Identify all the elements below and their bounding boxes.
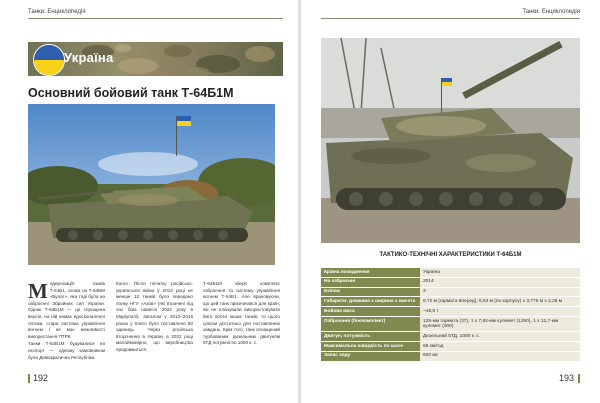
article-column-1	[28, 281, 105, 362]
spec-label: Максимальна швидкість по шосе	[321, 342, 420, 352]
spec-label: На озброєнні	[321, 277, 420, 287]
paragraph: Т-64Б1М зберіг комплекс озброєння та систему управління вогнем Т-64Б1. Але враховуючи, що цей танк призначався для країн, які не планували використовувати його проти інших танків, то цього цілком достатньо для поставлених завдань. Крім того, танк оснащений турбованим дизельним двигуном 5ТД потужністю 1000 к. с.	[203, 281, 280, 346]
page-number-left: 192	[33, 373, 49, 383]
spec-value: 600 км	[420, 351, 580, 361]
spec-value: 65 км/год	[420, 342, 580, 352]
running-head-right: Танки. Енциклопедія	[522, 9, 580, 15]
spec-value: Україна	[420, 268, 580, 277]
page-number-bar	[28, 374, 30, 383]
spec-value: 3	[420, 287, 580, 297]
spec-label: Країна походження	[321, 268, 420, 277]
country-banner	[28, 42, 283, 76]
header-rule	[28, 18, 283, 19]
country-name: Україна	[64, 50, 114, 65]
right-page	[301, 0, 600, 403]
tank-photo-right	[321, 38, 580, 243]
spec-label: Запас ходу	[321, 351, 420, 361]
ukraine-flag-icon	[33, 44, 65, 76]
paragraph: Танки Т-64Б1М будувалися на експорт — одному замовником була Демократична Республіка	[28, 341, 105, 360]
spec-label: Екіпаж	[321, 287, 420, 297]
spec-row	[321, 342, 580, 352]
spec-label: Озброєння (боєкомплект)	[321, 316, 420, 331]
specs-table	[321, 268, 580, 362]
page-number-bar	[578, 374, 580, 383]
running-head-left: Танки. Енциклопедія	[28, 9, 86, 15]
specs-title: ТАКТИКО-ТЕХНІЧНІ ХАРАКТЕРИСТИКИ Т-64Б1М	[379, 252, 522, 258]
spec-value: 2014	[420, 277, 580, 287]
spec-value: 9,72 м (гармата вперед); 6,54 м (по корпусу) x 3,775 м x 2,28 м	[420, 297, 580, 307]
article-column-3	[203, 281, 280, 348]
spec-row	[321, 316, 580, 331]
spec-value: Дизельний 5ТД, 1000 к. с.	[420, 332, 580, 342]
spec-label: Габарити: довжина х ширина х висота	[321, 297, 420, 307]
spec-label: Бойова маса	[321, 307, 420, 317]
spec-row	[321, 307, 580, 317]
spec-row	[321, 297, 580, 307]
header-rule	[321, 18, 580, 19]
article-title: Основний бойовий танк Т-64Б1М	[28, 86, 234, 100]
spec-value: ~48,0 т	[420, 307, 580, 317]
spec-row	[321, 277, 580, 287]
spec-value: 125-мм гармата (37), 1 x 7,62-мм кулемет (1250), 1 x 12,7-мм кулемет (300)	[420, 316, 580, 331]
drop-cap: М	[28, 279, 48, 303]
paragraph: одернізація танків Т-64Б1, схожа на Т-64БМ «Булат», яка тоді була на озброєнні Збройних сил України. Однак Т-64Б1М — це спрощена версія, на ній немає вдосконаленої оптики, стара система управління вогнем і не має можливості використання ПТРК.	[28, 281, 105, 339]
spec-row	[321, 332, 580, 342]
left-page	[0, 0, 299, 403]
article-column-2	[116, 281, 193, 355]
spec-row	[321, 268, 580, 277]
paragraph: Конго. Після початку російсько-української війни у 2014 році не менше 10 танків було передано полку НГУ «Азов» (які втрачені під час бою навесні 2022 року в Маріуполі). Загалом у 2013–2016 роках у Конго було поставлено 50 одиниць. Через російська вторгнення в Україну в 2022 році малоймовірно, що виробництво продовжиться.	[116, 281, 193, 352]
page-number-right: 193	[558, 373, 574, 383]
spec-row	[321, 351, 580, 361]
spec-row	[321, 287, 580, 297]
tank-photo-left	[28, 104, 275, 265]
spec-label: Двигун, потужність	[321, 332, 420, 342]
